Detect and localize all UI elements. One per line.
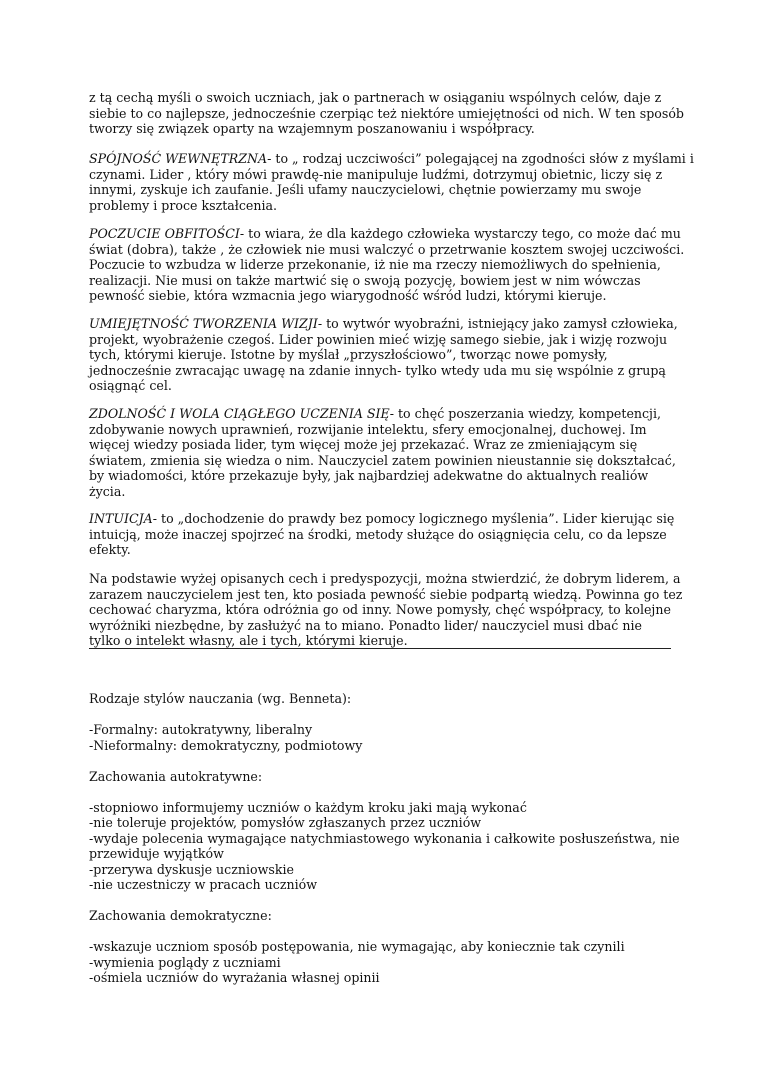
text-line: światem, zmienia się wiedza o nim. Nauczyciel zatem powinien nieustannie się dokształcać, xyxy=(89,452,676,468)
list-item: -nie toleruje projektów, pomysłów zgłaszanych przez uczniów xyxy=(89,815,482,830)
section-term: UMIEJĘTNOŚĆ TWORZENIA WIZJI xyxy=(89,316,318,331)
section-term: ZDOLNOŚĆ I WOLA CIĄGŁEGO UCZENIA SIĘ xyxy=(89,406,390,421)
text-line: innymi, zyskuje ich zaufanie. Jeśli ufamy nauczycielowi, chętnie powierzamy mu swoje xyxy=(89,182,642,197)
section-term: POCZUCIE OBFITOŚCI xyxy=(89,226,240,241)
text-line: realizacji. Nie musi on także martwić się o swoją pozycję, bowiem jest w nim wówczas xyxy=(89,272,641,288)
text-line: problemy i proce kształcenia. xyxy=(89,197,278,213)
blank-line xyxy=(89,784,679,800)
teaching-styles-list xyxy=(89,691,679,986)
text-line xyxy=(89,316,679,332)
list-item: przewiduje wyjątków xyxy=(89,846,224,861)
text-line: tych, którymi kieruje. Istotne by myślał „przyszłościowo”, tworząc nowe pomysły, xyxy=(89,347,608,362)
section-spojnosc-wewnetrzna xyxy=(89,151,694,213)
section-poczucie-obfitosci xyxy=(89,226,685,304)
section-term: SPÓJNOŚĆ WEWNĘTRZNA xyxy=(89,151,268,166)
text-line: zarazem nauczycielem jest ten, kto posiada pewność siebie podpartą wiedzą. Powinna go tez xyxy=(89,586,683,602)
list-item: -wydaje polecenia wymagające natychmiastowego wykonania i całkowite posłuszeństwa, nie xyxy=(89,830,680,846)
section-text: - to wiara, że dla każdego człowieka wystarczy tego, co może dać mu xyxy=(239,226,681,241)
text-line: życia. xyxy=(89,483,126,499)
section-intuicja xyxy=(89,511,679,558)
list-item: -Nieformalny: demokratyczny, podmiotowy xyxy=(89,737,363,753)
text-line xyxy=(89,511,679,527)
text-line: zdobywanie nowych uprawnień, rozwijanie intelektu, sfery emocjonalnej, duchowej. Im xyxy=(89,421,647,437)
list-item: -przerywa dyskusje uczniowskie xyxy=(89,861,294,877)
text-line: wyróżniki niezbędne, by zasłużyć na to miano. Ponadto lider/ nauczyciel musi dbać nie xyxy=(89,617,642,633)
blank-line xyxy=(89,893,679,909)
text-line: pewność siebie, która wzmacnia jego wiarygodność wśród ludzi, którymi kieruje. xyxy=(89,288,607,303)
text-line: czynami. Lider , który mówi prawdę-nie manipuluje ludźmi, dotrzymuj obietnic, liczy się z xyxy=(89,166,663,182)
text-line: siebie to co najlepsze, jednocześnie czerpiąc też niektóre umiejętności od nich. W ten sposób xyxy=(89,105,684,121)
text-line: cechować charyzma, która odróżnia go od inny. Nowe pomysły, chęć współpracy, to kolejne xyxy=(89,602,671,617)
text-line xyxy=(89,406,679,422)
text-line: tylko o intelekt własny, ale i tych, którymi kieruje. xyxy=(89,633,408,648)
text-line: więcej wiedzy posiada lider, tym więcej może jej przekazać. Wraz ze zmieniającym się xyxy=(89,437,638,452)
section-heading: Zachowania demokratyczne: xyxy=(89,908,272,923)
text-line: jednocześnie zwracając uwagę na zdanie innych- tylko wtedy uda mu się wspólnie z grupą xyxy=(89,362,666,378)
section-umiejetnosc-tworzenia-wizji xyxy=(89,316,679,394)
conclusion-paragraph xyxy=(89,571,683,649)
list-item: -nie uczestniczy w pracach uczniów xyxy=(89,877,317,892)
section-text: - to „ rodzaj uczciwości” polegającej na zgodności słów z myślami i xyxy=(267,151,694,166)
text-line: świat (dobra), także , że człowiek nie musi walczyć o przetrwanie kosztem swojej uczciwości. xyxy=(89,241,685,257)
text-line: tworzy się związek oparty na wzajemnym poszanowaniu i współpracy. xyxy=(89,121,535,136)
text-line: Poczucie to wzbudza w liderze przekonanie, iż nie ma rzeczy niemożliwych do spełnienia, xyxy=(89,257,661,272)
text-line: efekty. xyxy=(89,542,131,557)
intro-paragraph xyxy=(89,90,684,137)
text-line: z tą cechą myśli o swoich uczniach, jak o partnerach w osiąganiu wspólnych celów, daje z xyxy=(89,90,662,105)
section-text: - to chęć poszerzania wiedzy, kompetencji, xyxy=(389,406,661,421)
list-item: -Formalny: autokratywny, liberalny xyxy=(89,722,313,737)
text-line xyxy=(89,151,694,167)
horizontal-divider xyxy=(89,648,671,649)
section-zdolnosc-uczenia xyxy=(89,406,679,499)
section-text: - to wytwór wyobraźni, istniejący jako zamysł człowieka, xyxy=(317,316,678,331)
text-line: osiągnąć cel. xyxy=(89,378,172,393)
list-item: -stopniowo informujemy uczniów o każdym kroku jaki mają wykonać xyxy=(89,799,527,815)
blank-line xyxy=(89,707,679,723)
section-heading: Rodzaje stylów nauczania (wg. Benneta): xyxy=(89,691,352,706)
text-line: intuicją, może inaczej spojrzeć na środki, metody służące do osiągnięcia celu, co da lepsze xyxy=(89,526,667,542)
text-line: projekt, wyobrażenie czegoś. Lider powinien mieć wizję samego siebie, jak i wizję rozwoju xyxy=(89,331,668,347)
text-line: by wiadomości, które przekazuje były, jak najbardziej adekwatne do aktualnych realiów xyxy=(89,468,649,483)
blank-line xyxy=(89,924,679,940)
list-item: -ośmiela uczniów do wyrażania własnej opinii xyxy=(89,970,380,985)
list-item: -wymienia poglądy z uczniami xyxy=(89,954,281,970)
text-line xyxy=(89,226,679,242)
section-heading: Zachowania autokratywne: xyxy=(89,768,263,784)
section-term: INTUICJA xyxy=(89,511,153,526)
section-text: - to „dochodzenie do prawdy bez pomocy logicznego myślenia”. Lider kierując się xyxy=(152,511,675,526)
list-item: -wskazuje uczniom sposób postępowania, nie wymagając, aby koniecznie tak czynili xyxy=(89,939,625,954)
blank-line xyxy=(89,753,679,769)
text-line: Na podstawie wyżej opisanych cech i predyspozycji, można stwierdzić, że dobrym liderem, a xyxy=(89,571,681,586)
